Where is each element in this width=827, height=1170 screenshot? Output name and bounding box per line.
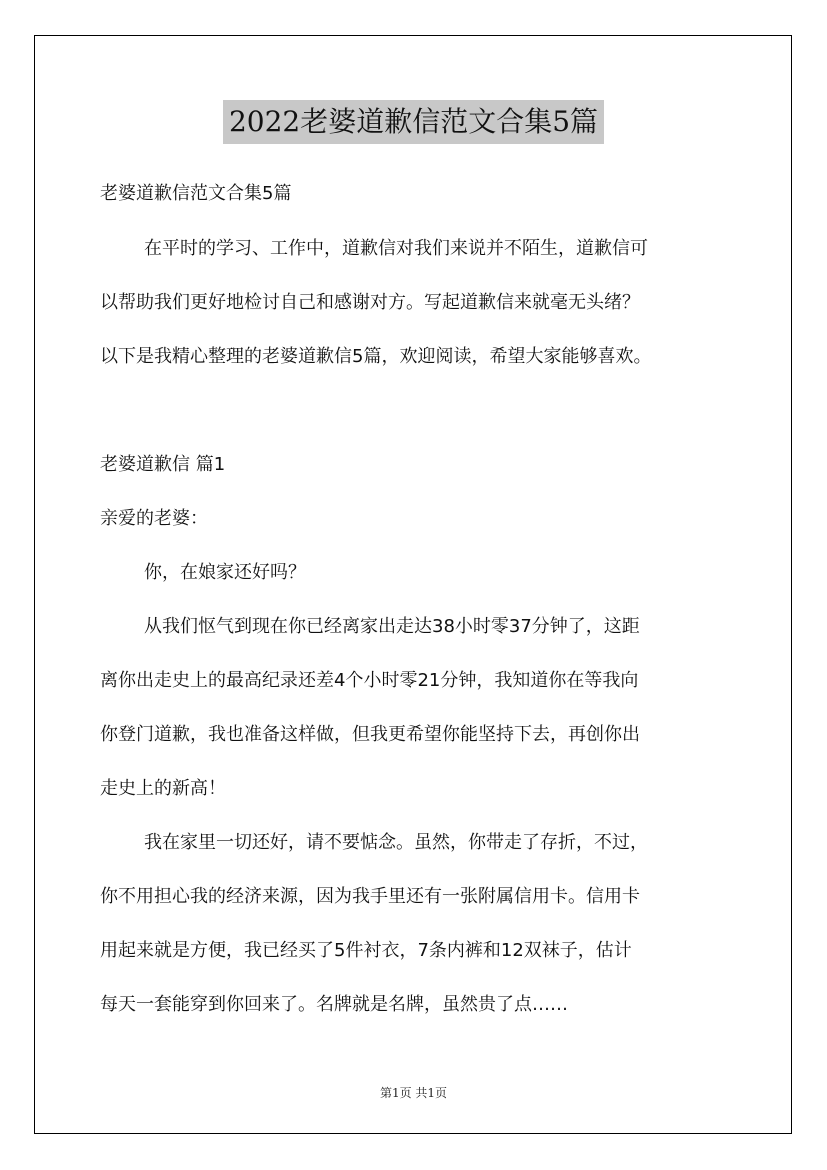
paragraph1-line-2: 离你出走史上的最高纪录还差4个小时零21分钟，我知道你在等我向 (100, 670, 639, 691)
intro-line-2: 以帮助我们更好地检讨自己和感谢对方。写起道歉信来就毫无头绪？ (100, 292, 640, 313)
title-container (0, 100, 827, 144)
intro-line-1: 在平时的学习、工作中，道歉信对我们来说并不陌生，道歉信可 (144, 238, 648, 259)
paragraph1-line-3: 你登门道歉，我也准备这样做，但我更希望你能坚持下去，再创你出 (100, 724, 640, 745)
greeting: 你，在娘家还好吗？ (144, 562, 306, 583)
intro-line-3: 以下是我精心整理的老婆道歉信5篇，欢迎阅读，希望大家能够喜欢。 (100, 346, 652, 367)
paragraph2-line-2: 你不用担心我的经济来源，因为我手里还有一张附属信用卡。信用卡 (100, 886, 640, 907)
salutation: 亲爱的老婆： (100, 508, 208, 529)
paragraph2-line-4: 每天一套能穿到你回来了。名牌就是名牌，虽然贵了点…… (100, 994, 568, 1015)
page-number: 第1页 共1页 (379, 1086, 448, 1100)
paragraph1-line-4: 走史上的新高！ (100, 778, 226, 799)
paragraph2-line-1: 我在家里一切还好，请不要惦念。虽然，你带走了存折，不过， (144, 832, 648, 853)
subtitle: 老婆道歉信范文合集5篇 (100, 183, 292, 204)
document-title: 2022老婆道歉信范文合集5篇 (223, 100, 604, 144)
paragraph2-line-3: 用起来就是方便，我已经买了5件衬衣，7条内裤和12双袜子，估计 (100, 940, 632, 961)
paragraph1-line-1: 从我们怄气到现在你已经离家出走达38小时零37分钟了，这距 (144, 616, 640, 637)
section-heading: 老婆道歉信 篇1 (100, 454, 226, 475)
